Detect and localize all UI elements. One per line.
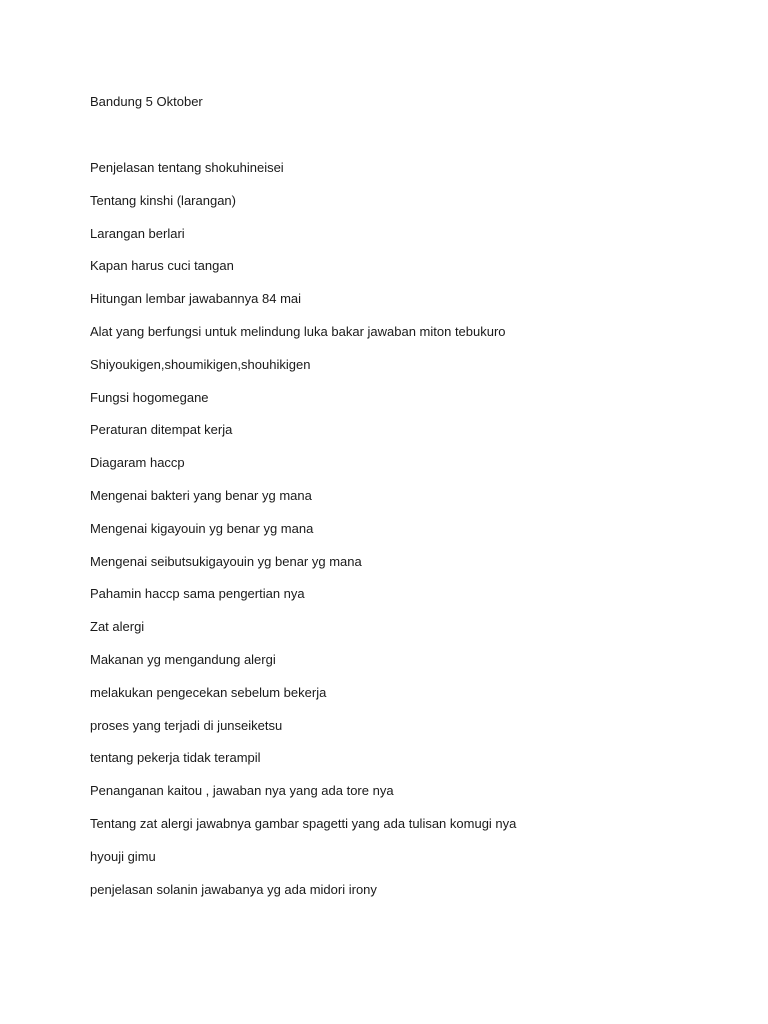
date-line: Bandung 5 Oktober (90, 94, 203, 109)
note-item: Mengenai kigayouin yg benar yg mana (90, 520, 314, 536)
note-item: proses yang terjadi di junseiketsu (90, 717, 283, 733)
note-item: melakukan pengecekan sebelum bekerja (90, 684, 327, 700)
note-item: penjelasan solanin jawabanya yg ada midori irony (90, 881, 377, 897)
note-item: Tentang zat alergi jawabnya gambar spagetti yang ada tulisan komugi nya (90, 815, 517, 831)
note-item: Hitungan lembar jawabannya 84 mai (90, 291, 302, 307)
note-item: Mengenai bakteri yang benar yg mana (90, 487, 312, 503)
note-item: Tentang kinshi (larangan) (90, 192, 236, 208)
note-item: Shiyoukigen,shoumikigen,shouhikigen (90, 356, 311, 372)
note-item: Fungsi hogomegane (90, 389, 209, 405)
document-body (90, 92, 730, 897)
note-item: Penanganan kaitou , jawaban nya yang ada tore nya (90, 783, 394, 799)
notes-list (90, 158, 516, 912)
note-item: Larangan berlari (90, 225, 185, 241)
note-item: Diagaram haccp (90, 455, 185, 471)
note-item: Penjelasan tentang shokuhineisei (90, 160, 284, 175)
note-item: Mengenai seibutsukigayouin yg benar yg mana (90, 553, 362, 569)
note-item: hyouji gimu (90, 848, 156, 864)
note-item: Zat alergi (90, 619, 145, 635)
note-item: tentang pekerja tidak terampil (90, 750, 261, 766)
note-item: Peraturan ditempat kerja (90, 422, 233, 438)
note-item: Makanan yg mengandung alergi (90, 651, 276, 667)
note-item: Alat yang berfungsi untuk melindung luka bakar jawaban miton tebukuro (90, 323, 506, 339)
note-item: Pahamin haccp sama pengertian nya (90, 586, 305, 602)
note-item: Kapan harus cuci tangan (90, 258, 234, 274)
